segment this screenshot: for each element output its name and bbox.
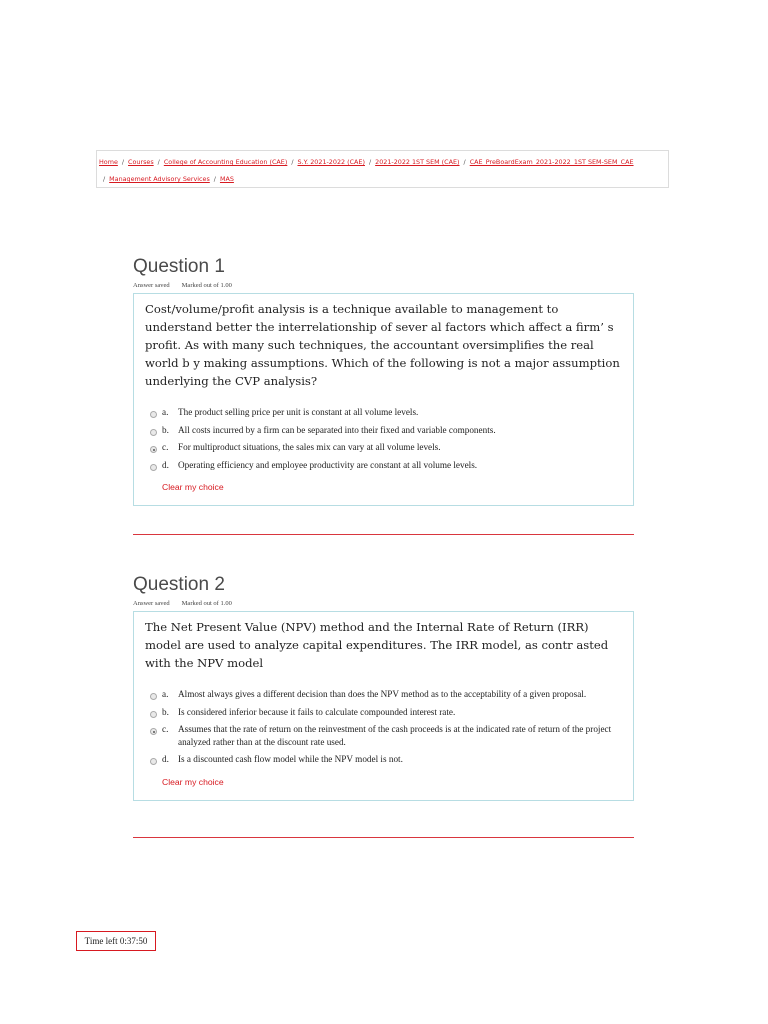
answer-letter: b. xyxy=(162,424,169,435)
radio-button[interactable] xyxy=(150,711,157,718)
answer-option-a[interactable] xyxy=(145,406,622,419)
breadcrumb-separator: / xyxy=(157,158,160,166)
breadcrumb xyxy=(96,150,669,188)
breadcrumb-courses[interactable]: Courses xyxy=(128,158,154,166)
breadcrumb-semester[interactable]: 2021-2022 1ST SEM (CAE) xyxy=(375,158,460,166)
answer-letter: d. xyxy=(162,459,169,470)
breadcrumb-line-2 xyxy=(99,171,666,188)
breadcrumb-separator: / xyxy=(291,158,294,166)
answer-option-c[interactable] xyxy=(145,441,622,454)
answer-list xyxy=(145,688,622,766)
answer-letter: d. xyxy=(162,754,169,764)
answer-letter: b. xyxy=(162,706,169,717)
clear-choice-link[interactable]: Clear my choice xyxy=(162,482,224,492)
radio-button[interactable] xyxy=(150,429,157,436)
breadcrumb-separator: / xyxy=(213,175,216,183)
answer-option-b[interactable] xyxy=(145,424,622,437)
question-marks: Marked out of 1.00 xyxy=(181,600,232,607)
answer-option-a[interactable] xyxy=(145,688,622,701)
answer-label: Is a discounted cash flow model while the NPV model is not. xyxy=(178,754,403,764)
answer-letter: c. xyxy=(162,724,169,734)
breadcrumb-line-1 xyxy=(99,154,666,171)
question-divider xyxy=(133,837,634,838)
answer-label: Is considered inferior because it fails to calculate compounded interest rate. xyxy=(178,706,456,717)
answer-letter: a. xyxy=(162,407,169,417)
question-text: The Net Present Value (NPV) method and the Internal Rate of Return (IRR) model are used to analyze capital expenditures. The IRR model, as contr asted with the NPV model xyxy=(145,620,609,670)
question-2 xyxy=(133,574,634,801)
answer-label: The product selling price per unit is constant at all volume levels. xyxy=(178,407,419,417)
radio-button-selected[interactable] xyxy=(150,446,157,453)
breadcrumb-separator: / xyxy=(463,158,466,166)
breadcrumb-separator: / xyxy=(368,158,372,166)
question-divider xyxy=(133,534,634,535)
time-left-timer: Time left 0:37:50 xyxy=(76,931,156,951)
radio-button[interactable] xyxy=(150,758,157,765)
answer-status: Answer saved xyxy=(133,600,170,607)
question-info xyxy=(133,282,634,291)
question-content xyxy=(133,611,634,801)
breadcrumb-separator: / xyxy=(103,175,106,183)
answer-label: All costs incurred by a firm can be separated into their fixed and variable components. xyxy=(178,424,496,435)
question-info xyxy=(133,600,634,609)
question-1 xyxy=(133,256,634,506)
breadcrumb-school-year[interactable]: S.Y. 2021-2022 (CAE) xyxy=(297,158,365,166)
answer-label: For multiproduct situations, the sales mix can vary at all volume levels. xyxy=(178,442,441,452)
radio-button[interactable] xyxy=(150,464,157,471)
breadcrumb-separator: / xyxy=(121,158,125,166)
answer-option-d[interactable] xyxy=(145,753,622,766)
question-title: Question 2 xyxy=(133,574,225,595)
breadcrumb-exam[interactable]: CAE_PreBoardExam_2021-2022_1ST SEM-SEM_CAE xyxy=(469,158,634,166)
question-text: Cost/volume/profit analysis is a technique available to management to understand better the interrelationship of sever al factors which affect a firm’ s profit. As with many such techniques, the accountant oversimplifies the real world b y making assumptions. Which of the following is not a major assumption underlying the CVP analysis? xyxy=(145,302,620,388)
answer-letter: c. xyxy=(162,442,169,452)
breadcrumb-course[interactable]: Management Advisory Services xyxy=(109,175,210,183)
answer-label: Assumes that the rate of return on the reinvestment of the cash proceeds is at the indicated rate of return of the project analyzed rather than at the discount rate used. xyxy=(178,724,612,747)
question-marks: Marked out of 1.00 xyxy=(181,282,232,289)
radio-button-selected[interactable] xyxy=(150,728,157,735)
breadcrumb-home[interactable]: Home xyxy=(99,158,118,166)
answer-option-b[interactable] xyxy=(145,706,622,719)
breadcrumb-mas[interactable]: MAS xyxy=(219,175,234,183)
answer-label: Operating efficiency and employee productivity are constant at all volume levels. xyxy=(178,459,478,470)
question-content xyxy=(133,293,634,506)
question-title: Question 1 xyxy=(133,256,225,277)
answer-option-c[interactable] xyxy=(145,723,622,748)
answer-label: Almost always gives a different decision than does the NPV method as to the acceptability of a given proposal. xyxy=(178,689,587,699)
breadcrumb-college[interactable]: College of Accounting Education (CAE) xyxy=(163,158,288,166)
answer-option-d[interactable] xyxy=(145,459,622,472)
answer-status: Answer saved xyxy=(133,282,170,289)
radio-button[interactable] xyxy=(150,693,157,700)
clear-choice-link[interactable]: Clear my choice xyxy=(162,776,224,787)
answer-list xyxy=(145,406,622,471)
answer-letter: a. xyxy=(162,689,169,699)
radio-button[interactable] xyxy=(150,411,157,418)
